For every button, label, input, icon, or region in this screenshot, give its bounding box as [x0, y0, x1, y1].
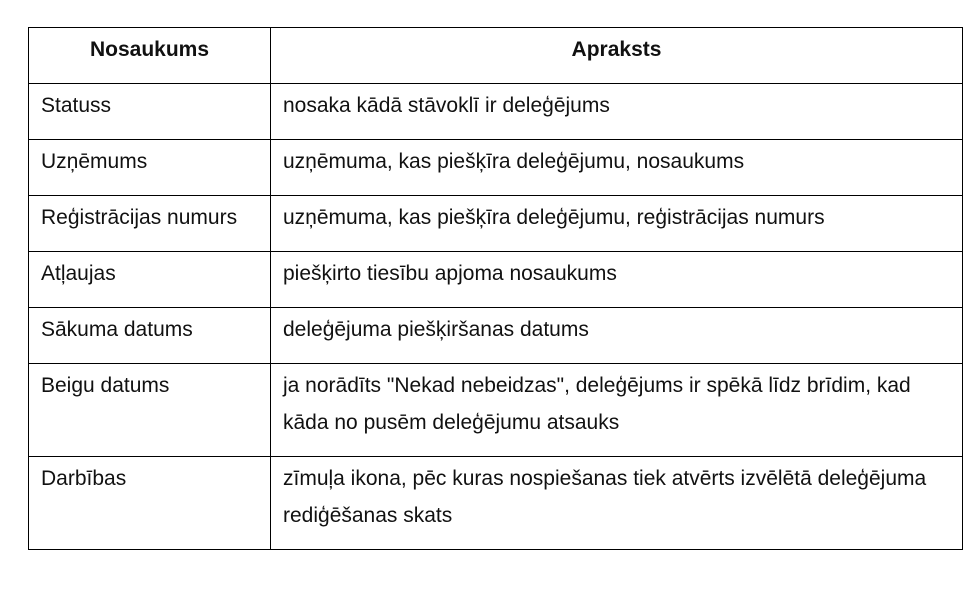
row-description-cell: ja norādīts "Nekad nebeidzas", deleģējums ir spēkā līdz brīdim, kad kāda no pusēm deleģējumu atsauks	[271, 364, 963, 457]
table-row	[29, 196, 963, 252]
column-header-name: Nosaukums	[29, 28, 271, 84]
definitions-table	[28, 27, 963, 550]
row-name-cell: Uzņēmums	[29, 140, 271, 196]
row-name-cell: Statuss	[29, 84, 271, 140]
table-row	[29, 364, 963, 457]
row-description-cell: piešķirto tiesību apjoma nosaukums	[271, 252, 963, 308]
table-row	[29, 308, 963, 364]
row-description-cell: uzņēmuma, kas piešķīra deleģējumu, reģistrācijas numurs	[271, 196, 963, 252]
table-header-row	[29, 28, 963, 84]
row-name-cell: Atļaujas	[29, 252, 271, 308]
table-row	[29, 457, 963, 550]
table-row	[29, 252, 963, 308]
row-description-cell: nosaka kādā stāvoklī ir deleģējums	[271, 84, 963, 140]
row-name-cell: Darbības	[29, 457, 271, 550]
row-description-cell: deleģējuma piešķiršanas datums	[271, 308, 963, 364]
table-row	[29, 140, 963, 196]
column-header-description: Apraksts	[271, 28, 963, 84]
row-name-cell: Reģistrācijas numurs	[29, 196, 271, 252]
row-description-cell: zīmuļa ikona, pēc kuras nospiešanas tiek atvērts izvēlētā deleģējuma rediģēšanas skats	[271, 457, 963, 550]
table-row	[29, 84, 963, 140]
row-name-cell: Sākuma datums	[29, 308, 271, 364]
row-name-cell: Beigu datums	[29, 364, 271, 457]
row-description-cell: uzņēmuma, kas piešķīra deleģējumu, nosaukums	[271, 140, 963, 196]
